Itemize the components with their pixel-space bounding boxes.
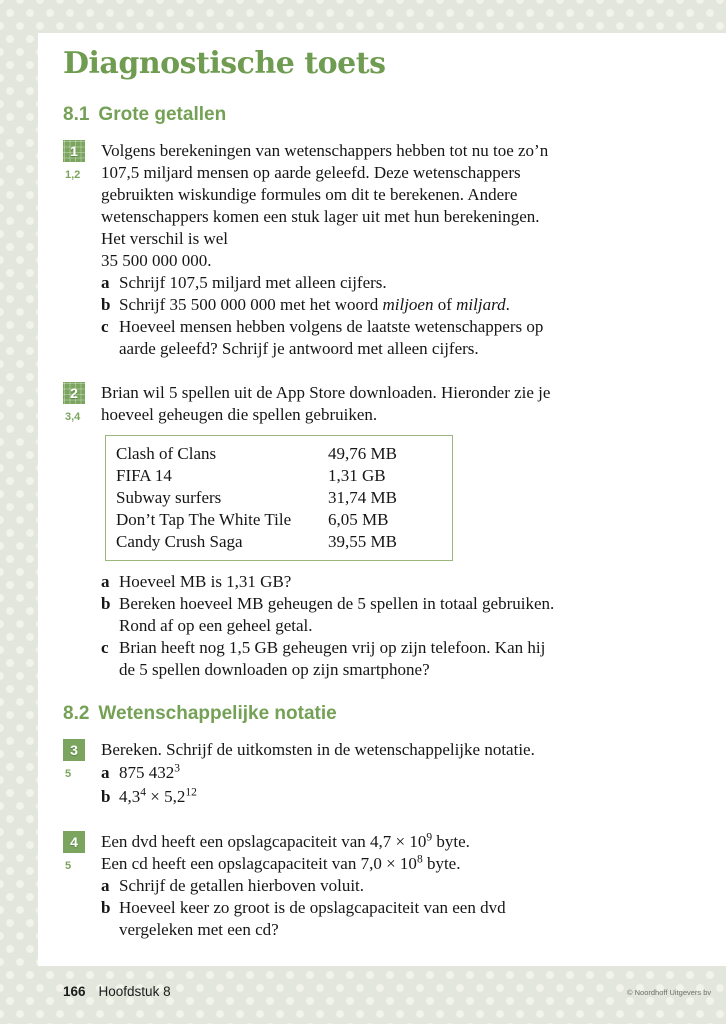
- line-2-end: byte.: [422, 854, 461, 873]
- table-row: [116, 487, 442, 509]
- footer-page-info: [63, 984, 171, 999]
- exercise-4-ref: 5: [65, 860, 72, 872]
- sub-text-b: [119, 294, 563, 316]
- game-size: 39,55 MB: [328, 532, 397, 551]
- exercise-2-gutter: [63, 382, 101, 681]
- line-1-end: byte.: [432, 832, 470, 851]
- exercise-2-sub-b: [101, 593, 563, 637]
- exercise-4-line-2: [101, 853, 563, 875]
- sub-b-italic-miljoen: miljoen: [382, 295, 434, 314]
- exercise-1-number: 1: [70, 143, 78, 159]
- section-8-2-number: 8.2: [63, 703, 90, 724]
- exercise-1-sub-b: [101, 294, 563, 316]
- formula-a: [119, 761, 563, 785]
- section-8-2-title: Wetenschappelijke notatie: [98, 703, 337, 724]
- exercise-1-intro: Volgens berekeningen van wetenschappers hebben tot nu toe zo’n 107,5 miljard mensen op aarde geleefd. Deze wetenschappers gebruikten wiskundige formules om dit te berekenen. Andere wetenschappers komen een stuk lager uit met hun berekeningen. Het verschil is wel: [101, 141, 549, 248]
- formula-b-base-1: 4,3: [119, 787, 141, 806]
- exercise-3-number: 3: [70, 742, 78, 758]
- sub-b-italic-miljard: miljard: [456, 295, 506, 314]
- exercise-3-body: [101, 739, 563, 809]
- game-name: Clash of Clans: [116, 444, 217, 463]
- exercise-4-gutter: [63, 831, 101, 941]
- line-1-text: Een dvd heeft een opslagcapaciteit van 4,7 × 10: [101, 832, 427, 851]
- table-row: [116, 465, 442, 487]
- exercise-4-number: 4: [70, 834, 78, 850]
- exercise-2-body: [101, 382, 563, 681]
- exercise-3: [63, 739, 726, 809]
- exercise-3-number-badge: [63, 739, 85, 761]
- game-size: 1,31 GB: [328, 466, 386, 485]
- exercise-1-body: [101, 140, 563, 360]
- formula-b-exponent-2: 12: [185, 786, 197, 799]
- formula-b: [119, 785, 563, 809]
- formula-b-exponent-1: 4: [140, 786, 146, 799]
- sub-label-a: a: [101, 763, 110, 782]
- exercise-1-sub-c: [101, 316, 563, 360]
- section-8-1-title: Grote getallen: [98, 104, 227, 125]
- line-2-text: Een cd heeft een opslagcapaciteit van 7,0 × 10: [101, 854, 417, 873]
- sub-text-a: Hoeveel MB is 1,31 GB?: [119, 572, 292, 591]
- exercise-3-ref: 5: [65, 768, 72, 780]
- sub-b-text-2: of: [433, 295, 457, 314]
- game-name: Subway surfers: [116, 488, 222, 507]
- game-size: 6,05 MB: [328, 510, 389, 529]
- table-row: [116, 443, 442, 465]
- exercise-1-gutter: [63, 140, 101, 360]
- exercise-1: [63, 140, 726, 360]
- exercise-1-number-line: 35 500 000 000.: [101, 251, 212, 270]
- exercise-4-body: [101, 831, 563, 941]
- section-8-2-heading: [63, 703, 726, 725]
- sub-label-b: b: [101, 787, 111, 806]
- game-size: 31,74 MB: [328, 488, 397, 507]
- exercise-4: [63, 831, 726, 941]
- sub-text-a: Schrijf de getallen hierboven voluit.: [119, 876, 365, 895]
- chapter-label: Hoofdstuk 8: [98, 984, 171, 999]
- line-1-exponent: 9: [426, 831, 433, 844]
- sub-label-a: a: [101, 572, 110, 591]
- sub-label-a: a: [101, 273, 110, 292]
- sub-text-b: Hoeveel keer zo groot is de opslagcapaciteit van een dvd vergeleken met een cd?: [119, 898, 506, 939]
- exercise-2-intro: Brian wil 5 spellen uit de App Store downloaden. Hieronder zie je hoeveel geheugen die spellen gebruiken.: [101, 383, 551, 424]
- exercise-3-sub-b: [101, 785, 563, 809]
- sub-text-c: Hoeveel mensen hebben volgens de laatste wetenschappers op aarde geleefd? Schrijf je antwoord met alleen cijfers.: [119, 317, 544, 358]
- game-name: FIFA 14: [116, 466, 172, 485]
- exercise-4-sub-b: [101, 897, 563, 941]
- copyright-notice: © Noordhoff Uitgevers bv: [627, 988, 712, 997]
- sub-text-b: Bereken hoeveel MB geheugen de 5 spellen in totaal gebruiken. Rond af op een geheel getal.: [119, 594, 555, 635]
- page-number: 166: [63, 984, 86, 999]
- game-size: 49,76 MB: [328, 444, 397, 463]
- exercise-1-number-badge: [63, 140, 85, 162]
- sub-text-a: Schrijf 107,5 miljard met alleen cijfers.: [119, 273, 387, 292]
- exercise-4-number-badge: [63, 831, 85, 853]
- exercise-3-gutter: [63, 739, 101, 809]
- sub-label-c: c: [101, 638, 109, 657]
- exercise-2-ref: 3,4: [65, 411, 81, 423]
- sub-b-text-1: Schrijf 35 500 000 000 met het woord: [119, 295, 383, 314]
- table-row: [116, 509, 442, 531]
- exercise-4-sub-a: [101, 875, 563, 897]
- game-name: Candy Crush Saga: [116, 532, 243, 551]
- sub-label-b: b: [101, 898, 111, 917]
- sub-label-b: b: [101, 594, 111, 613]
- formula-a-exponent: 3: [174, 762, 180, 775]
- textbook-page: [38, 33, 726, 966]
- formula-b-base-2: × 5,2: [146, 787, 186, 806]
- exercise-2-sub-c: [101, 637, 563, 681]
- exercise-2-sub-a: [101, 571, 563, 593]
- exercise-3-sub-a: [101, 761, 563, 785]
- exercise-2-number-badge: [63, 382, 85, 404]
- sub-b-text-3: .: [505, 295, 510, 314]
- page-title: Diagnostische toets: [63, 46, 386, 81]
- exercise-1-ref: 1,2: [65, 169, 81, 181]
- exercise-1-sub-a: [101, 272, 563, 294]
- exercise-3-intro: Bereken. Schrijf de uitkomsten in de wetenschappelijke notatie.: [101, 740, 535, 759]
- games-memory-table: [105, 435, 453, 561]
- exercise-2-number: 2: [70, 385, 78, 401]
- sub-label-b: b: [101, 295, 111, 314]
- exercise-2: [63, 382, 726, 681]
- sub-text-c: Brian heeft nog 1,5 GB geheugen vrij op zijn telefoon. Kan hij de 5 spellen downloaden op zijn smartphone?: [119, 638, 546, 679]
- section-8-1-heading: [63, 104, 726, 126]
- formula-a-base: 875 432: [119, 763, 175, 782]
- line-2-exponent: 8: [416, 853, 423, 866]
- sub-label-a: a: [101, 876, 110, 895]
- exercise-4-line-1: [101, 831, 563, 853]
- sub-label-c: c: [101, 317, 109, 336]
- table-row: [116, 531, 442, 553]
- section-8-1-number: 8.1: [63, 104, 90, 125]
- game-name: Don’t Tap The White Tile: [116, 510, 292, 529]
